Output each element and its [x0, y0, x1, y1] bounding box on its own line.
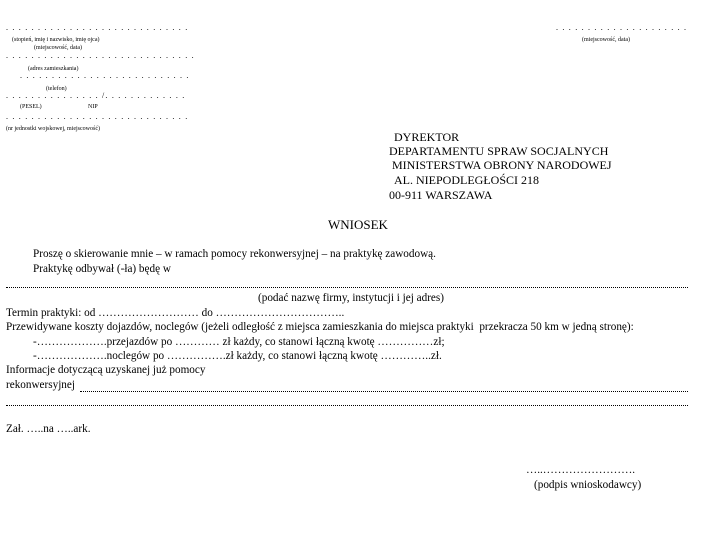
travel-costs-line: -……………….przejazdów po ………… zł każdy, co stanowi łączną kwotę ……………zł; [33, 336, 445, 348]
addressee-line-5: 00-911 WARSZAWA [389, 188, 493, 202]
pesel-nip-dots: . . . . . . . . . . . . . . . /. . . . . . . . . . . . . [6, 91, 186, 100]
extra-fill-line [6, 405, 688, 406]
signature-label: (podpis wnioskodawcy) [534, 479, 642, 491]
addressee-line-2: DEPARTAMENTU SPRAW SOCJALNYCH [389, 144, 609, 158]
attachments-line: Zał. …..na …..ark. [6, 423, 91, 435]
info-line: Informacje dotyczącą uzyskanej już pomocy [6, 364, 206, 376]
place-date-label-right: (miejscowość, data) [582, 37, 630, 43]
name-dots: . . . . . . . . . . . . . . . . . . . . . . . . . . . . . [6, 23, 189, 32]
document-title: WNIOSEK [328, 217, 388, 232]
address-dots: . . . . . . . . . . . . . . . . . . . . . . . . . . . . . . [6, 51, 195, 60]
place-date-label-left: (miejscowość, data) [34, 45, 82, 51]
term-line: Termin praktyki: od ……………………… do …………………………….. [6, 307, 345, 319]
reconversion-label: rekonwersyjnej [6, 379, 75, 391]
unit-dots: . . . . . . . . . . . . . . . . . . . . . . . . . . . . . [6, 112, 189, 121]
request-text: Proszę o skierowanie mnie – w ramach pomocy rekonwersyjnej – na praktykę zawodową. [33, 248, 436, 260]
unit-label: (nr jednostki wojskowej, miejscowość) [6, 126, 100, 132]
signature-dots: …..……………………. [526, 464, 636, 476]
company-hint: (podać nazwę firmy, instytucji i jej adres) [258, 292, 444, 304]
addressee-line-1: DYREKTOR [394, 130, 460, 144]
phone-label: (telefon) [46, 86, 67, 92]
lodging-costs-line: -……………….noclegów po …………….zł każdy, co stanowi łączną kwotę …………..zł. [33, 350, 442, 362]
costs-line: Przewidywane koszty dojazdów, noclegów (jeżeli odległość z miejsca zamieszkania do miejsca praktyki przekracza 50 km w jedną stronę): [6, 321, 634, 333]
addressee-line-3: MINISTERSTWA OBRONY NARODOWEJ [392, 158, 612, 172]
practice-intro: Praktykę odbywał (-ła) będę w [33, 263, 171, 275]
nip-label: NIP [88, 104, 98, 110]
address-label: (adres zamieszkania) [28, 66, 79, 72]
addressee-line-4: AL. NIEPODLEGŁOŚCI 218 [394, 173, 539, 187]
reconversion-fill-line [80, 391, 688, 392]
pesel-label: (PESEL) [20, 104, 42, 110]
place-date-dots-right: . . . . . . . . . . . . . . . . . . . . . [556, 23, 688, 32]
phone-dots: . . . . . . . . . . . . . . . . . . . . . . . . . . . [20, 71, 190, 80]
company-fill-line [6, 287, 688, 288]
name-label: (stopień, imię i nazwisko, imię ojca) [12, 37, 100, 43]
